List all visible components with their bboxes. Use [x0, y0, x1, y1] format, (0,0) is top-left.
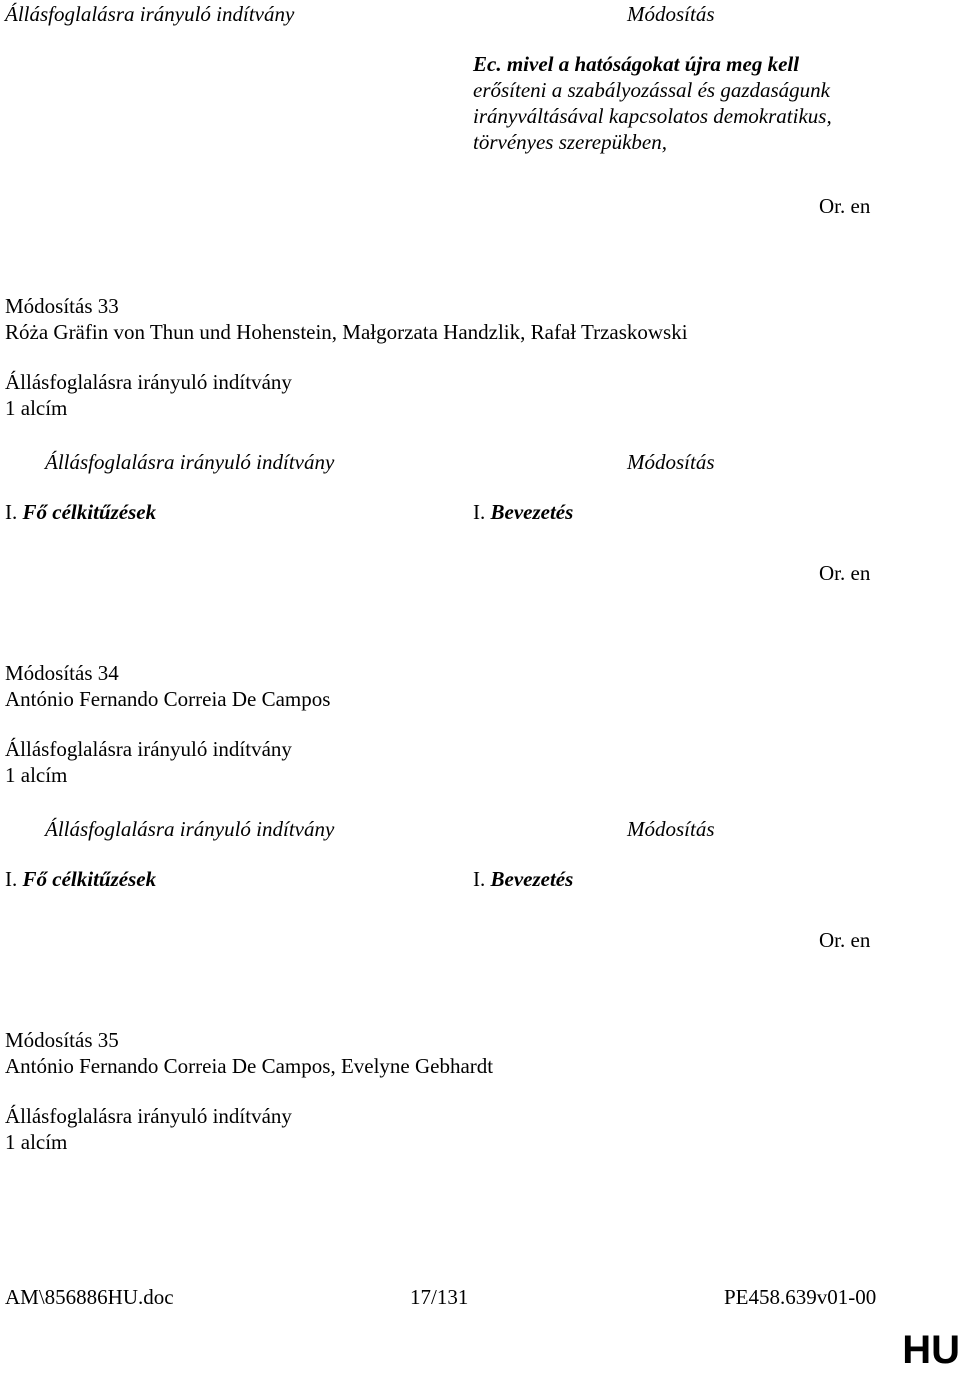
column-header-left: Állásfoglalásra irányuló indítvány [45, 817, 335, 841]
left-heading: Fő célkitűzések [22, 867, 157, 891]
amendment-title: Módosítás 33 [5, 294, 119, 318]
left-heading: Fő célkitűzések [22, 500, 157, 524]
amendment-text-line: erősíteni a szabályozással és gazdaságunk [473, 78, 830, 102]
right-heading: Bevezetés [490, 867, 574, 891]
text-bold-prefix: Ec. [473, 52, 502, 76]
amendment-authors: António Fernando Correia De Campos [5, 687, 331, 711]
column-header-right: Módosítás [627, 817, 715, 841]
doc-type: Állásfoglalásra irányuló indítvány [5, 370, 292, 394]
right-number: I. [473, 867, 486, 891]
amendment-text-line: irányváltásával kapcsolatos demokratikus, [473, 104, 832, 128]
amendment-text-line [473, 51, 799, 77]
doc-type: Állásfoglalásra irányuló indítvány [5, 737, 292, 761]
amendment-title: Módosítás 35 [5, 1028, 119, 1052]
column-header-right: Módosítás [627, 2, 715, 26]
footer-doc-ref: AM\856886HU.doc [5, 1285, 174, 1309]
location: 1 alcím [5, 763, 68, 787]
amendment-authors: António Fernando Correia De Campos, Evelyne Gebhardt [5, 1054, 494, 1078]
text-continuation: mivel a hatóságokat újra meg kell [501, 52, 800, 76]
amendment-text-line: törvényes szerepükben, [473, 130, 667, 154]
column-header-left: Állásfoglalásra irányuló indítvány [5, 2, 295, 26]
left-number: I. [5, 867, 18, 891]
column-header-left: Állásfoglalásra irányuló indítvány [45, 450, 335, 474]
original-language: Or. en [819, 561, 871, 585]
left-column-text [5, 499, 156, 525]
amendment-title: Módosítás 34 [5, 661, 119, 685]
doc-type: Állásfoglalásra irányuló indítvány [5, 1104, 292, 1128]
right-number: I. [473, 500, 486, 524]
location: 1 alcím [5, 396, 68, 420]
right-column-text [473, 866, 573, 892]
right-heading: Bevezetés [490, 500, 574, 524]
original-language: Or. en [819, 928, 871, 952]
original-language: Or. en [819, 194, 871, 218]
column-header-right: Módosítás [627, 450, 715, 474]
amendment-authors: Róża Gräfin von Thun und Hohenstein, Małgorzata Handzlik, Rafał Trzaskowski [5, 320, 688, 344]
left-number: I. [5, 500, 18, 524]
footer-page-number: 17/131 [410, 1285, 469, 1309]
right-column-text [473, 499, 573, 525]
footer-pe-ref: PE458.639v01-00 [724, 1285, 877, 1309]
footer-language-code: HU [902, 1328, 960, 1372]
location: 1 alcím [5, 1130, 68, 1154]
left-column-text [5, 866, 156, 892]
